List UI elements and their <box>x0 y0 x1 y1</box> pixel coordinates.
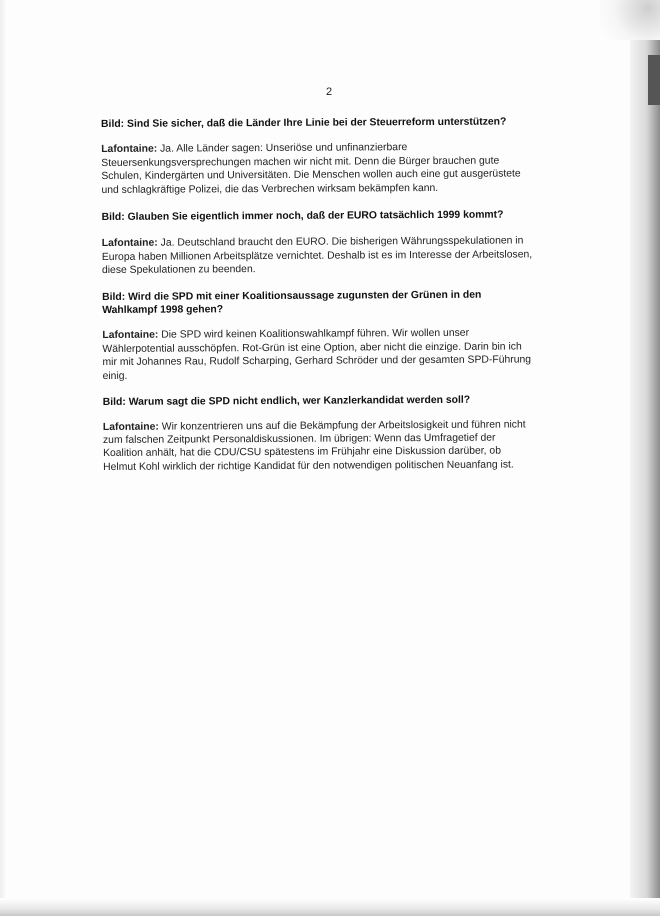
page-number: 2 <box>326 86 333 98</box>
answer-speaker: Lafontaine: <box>102 330 159 342</box>
interview-answer <box>103 418 535 474</box>
page-left-edge-shadow <box>0 0 8 916</box>
answer-speaker: Lafontaine: <box>101 144 158 156</box>
page-right-edge-shadow <box>630 40 660 916</box>
page-bottom-edge-shadow <box>0 898 660 916</box>
page-right-edge-mark <box>648 55 660 105</box>
interview-question: Bild: Wird die SPD mit einer Koalitionsaussage zugunsten der Grünen in den Wahlkampf 1998 gehen? <box>102 289 482 317</box>
answer-text: Ja. Alle Länder sagen: Unseriöse und unfinanzierbare Steuersenkungsversprechungen machen wir nicht mit. Denn die Bürger brauchen gute Schulen, Kindergärten und Universitäten. Die Menschen wollen auch eine gut ausgerüstete und schlagkräftige Polizei, die das Verbrechen wirksam bekämpfen kann. <box>101 142 521 196</box>
answer-speaker: Lafontaine: <box>101 238 158 250</box>
answer-text: Ja. Deutschland braucht den EURO. Die bisherigen Währungsspekulationen in Europa haben Millionen Arbeitsplätze vernichtet. Deshalb ist es im Interesse der Arbeitslosen, diese Spekulationen zu beenden. <box>101 235 533 277</box>
page-top-right-smudge <box>600 0 660 40</box>
interview-text <box>101 115 535 488</box>
interview-question: Bild: Sind Sie sicher, daß die Länder Ihre Linie bei der Steuerreform unterstützen? <box>101 116 507 130</box>
interview-answer <box>102 235 534 278</box>
interview-answer <box>102 327 534 383</box>
answer-text: Wir konzentrieren uns auf die Bekämpfung der Arbeitslosigkeit und führen nicht zum falschen Zeitpunkt Personaldiskussionen. Im übrigen: Wenn das Umfragetief der Koalition anhält, hat die CDU/CSU spätestens im Frühjahr eine Diskussion darüber, ob Helmut Kohl wirklich der richtige Kandidat für den notwendigen politischen Neuanfang ist. <box>102 418 526 473</box>
answer-text: Die SPD wird keinen Koalitionswahlkampf führen. Wir wollen unser Wählerpotential ausschöpfen. Rot-Grün ist eine Option, aber nicht die einzige. Darin bin ich mir mit Johannes Rau, Rudolf Scharping, Gerhard Schröder und der gesamten SPD-Führung einig. <box>102 328 532 382</box>
interview-question: Bild: Warum sagt die SPD nicht endlich, wer Kanzlerkandidat werden soll? <box>102 394 471 409</box>
interview-question: Bild: Glauben Sie eigentlich immer noch, daß der EURO tatsächlich 1999 kommt? <box>101 209 504 224</box>
answer-speaker: Lafontaine: <box>102 421 159 433</box>
interview-answer <box>101 141 533 197</box>
